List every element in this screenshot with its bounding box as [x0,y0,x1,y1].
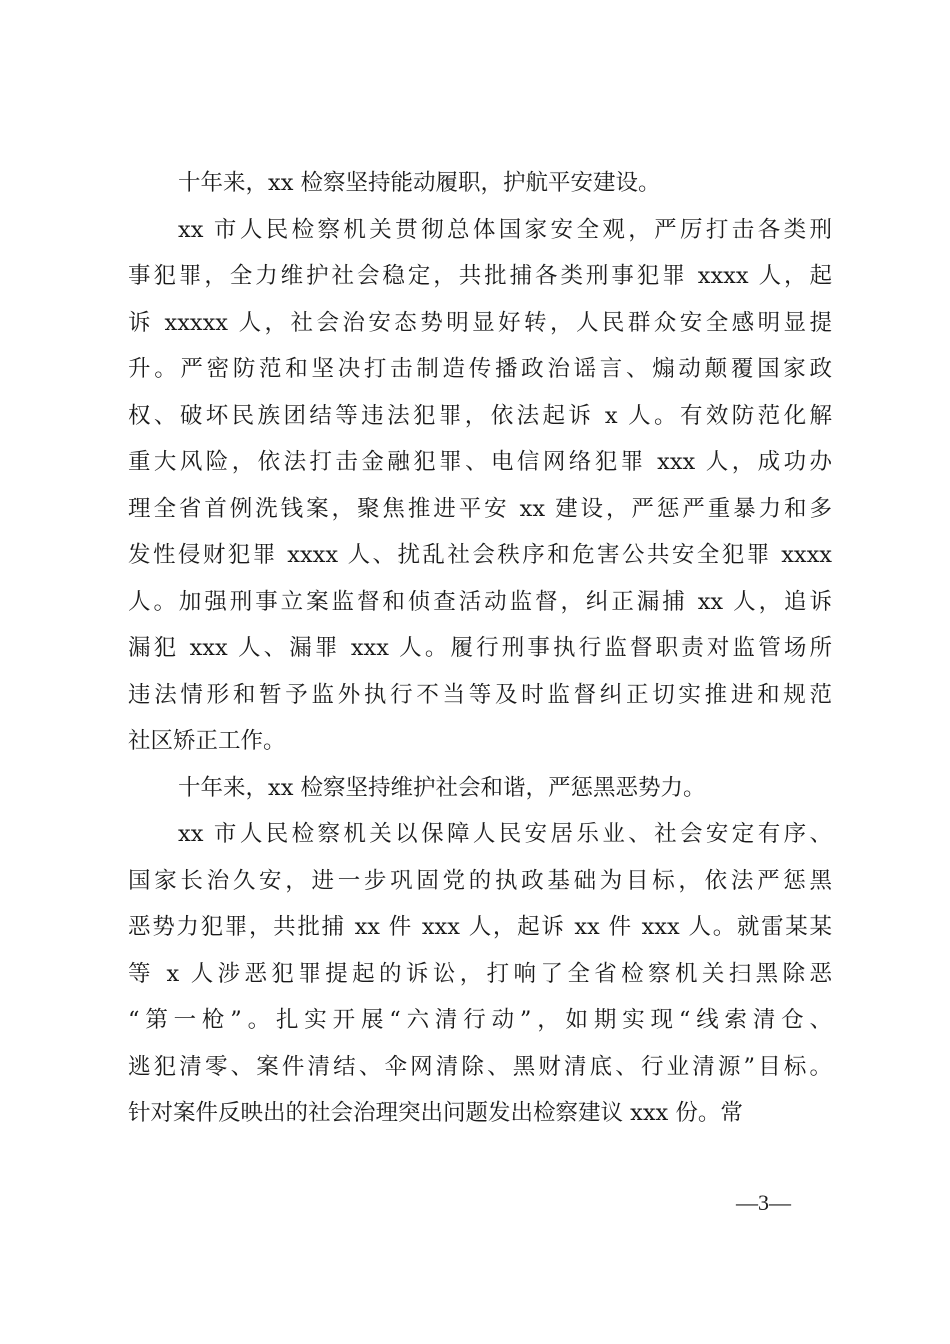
paragraph [128,765,832,812]
text-line: 十年来，xx 检察坚持能动履职，护航平安建设。 [178,170,661,196]
text-line: 十年来，xx 检察坚持维护社会和谐，严惩黑恶势力。 [178,774,706,801]
text-line: 逃犯清零、案件清结、伞网清除、黑财清底、行业清源”目标。 [128,1053,832,1080]
text-line: 等 x 人涉恶犯罪提起的诉讼，打响了全省检察机关扫黑除恶 [128,960,832,987]
paragraph [128,160,832,207]
text-line: 漏犯 xxx 人、漏罪 xxx 人。履行刑事执行监督职责对监管场所 [128,635,832,661]
text-line: 人。加强刑事立案监督和侦查活动监督，纠正漏捕 xx 人，追诉 [128,588,832,615]
paragraph [128,811,832,1137]
text-line: 理全省首例洗钱案，聚焦推进平安 xx 建设，严惩严重暴力和多 [128,495,832,522]
text-line: “第一枪”。扎实开展“六清行动”，如期实现“线索清仓、 [128,1007,832,1033]
text-line: 事犯罪，全力维护社会稳定，共批捕各类刑事犯罪 xxxx 人，起 [128,263,832,289]
body-text [128,160,832,1137]
text-line: xx 市人民检察机关以保障人民安居乐业、社会安定有序、 [178,821,832,847]
text-line: 发性侵财犯罪 xxxx 人、扰乱社会秩序和危害公共安全犯罪 xxxx [128,542,832,568]
text-line: 升。严密防范和坚决打击制造传播政治谣言、煽动颠覆国家政 [128,356,832,382]
text-line: 重大风险，依法打击金融犯罪、电信网络犯罪 xxx 人，成功办 [128,449,832,475]
text-line: xx 市人民检察机关贯彻总体国家安全观，严厉打击各类刑 [178,216,832,243]
page-number: —3— [736,1190,791,1215]
text-line: 社区矫正工作。 [128,728,286,754]
text-line: 针对案件反映出的社会治理突出问题发出检察建议 xxx 份。常 [128,1100,743,1126]
text-line: 违法情形和暂予监外执行不当等及时监督纠正切实推进和规范 [128,681,832,708]
text-line: 恶势力犯罪，共批捕 xx 件 xxx 人，起诉 xx 件 xxx 人。就雷某某 [128,914,832,940]
paragraph [128,207,832,765]
text-line: 权、破坏民族团结等违法犯罪，依法起诉 x 人。有效防范化解 [128,402,832,429]
text-line: 国家长治久安，进一步巩固党的执政基础为目标，依法严惩黑 [128,867,832,894]
text-line: 诉 xxxxx 人，社会治安态势明显好转，人民群众安全感明显提 [128,309,832,336]
